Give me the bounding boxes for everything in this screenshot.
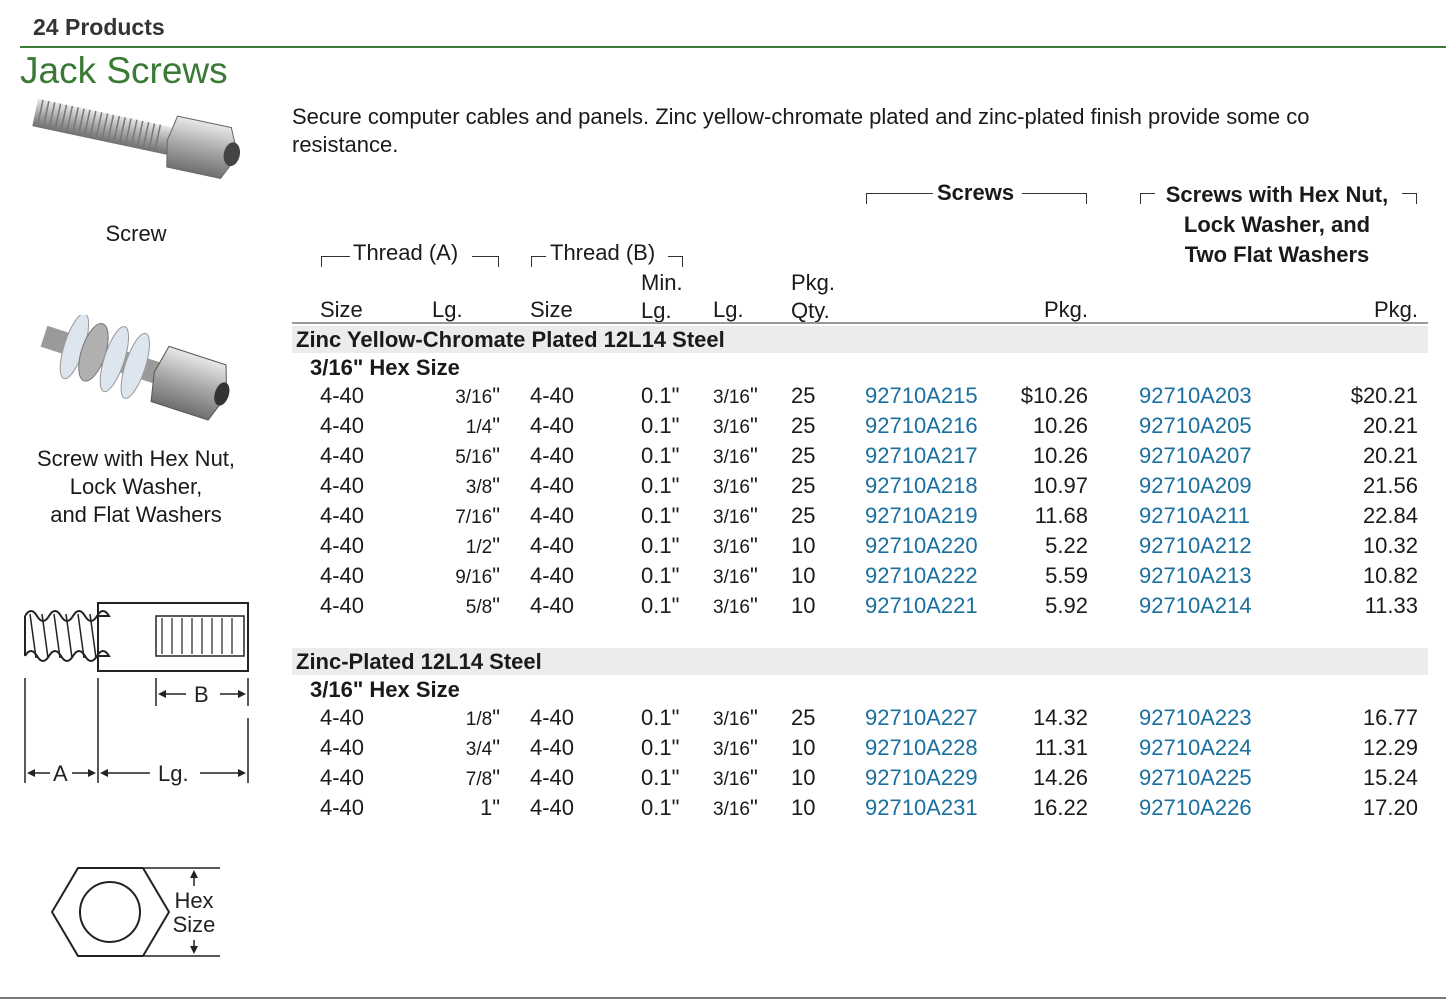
cell-price: $20.21 bbox=[1350, 383, 1418, 408]
cell-thread-size: 4-40 bbox=[320, 795, 365, 820]
inch-mark: " bbox=[492, 383, 500, 408]
table-row bbox=[0, 443, 1446, 473]
header-lg-b: Lg. bbox=[713, 297, 744, 322]
part-number-link[interactable]: 92710A226 bbox=[1139, 795, 1252, 820]
cell-thread-b-length-value: 3/16 bbox=[713, 597, 750, 618]
table-row bbox=[0, 563, 1446, 593]
inch-mark: " bbox=[749, 765, 758, 790]
part-number-link[interactable]: 92710A220 bbox=[865, 533, 978, 558]
inch-mark: " bbox=[492, 795, 500, 820]
cell-thread-b-size: 4-40 bbox=[530, 705, 575, 730]
cell-thread-b-length-value: 3/16 bbox=[713, 709, 750, 730]
cell-thread-size: 4-40 bbox=[320, 503, 365, 528]
cell-thread-b-length bbox=[713, 765, 758, 791]
inch-mark: " bbox=[749, 443, 758, 468]
cell-length bbox=[466, 593, 500, 619]
cell-thread-b-length-value: 3/16 bbox=[713, 387, 750, 408]
inch-mark: " bbox=[749, 593, 758, 618]
part-number-link[interactable]: 92710A219 bbox=[865, 503, 978, 528]
hexnut-caption-line-1: Screw with Hex Nut, bbox=[36, 446, 236, 471]
inch-mark: " bbox=[492, 503, 500, 528]
cell-thread-b-length bbox=[713, 443, 758, 469]
cell-price: 16.77 bbox=[1362, 705, 1418, 730]
section-title: Zinc-Plated 12L14 Steel bbox=[296, 649, 542, 674]
header-size-b: Size bbox=[530, 297, 573, 322]
hex-label-2: Size bbox=[172, 912, 216, 937]
cell-price: 11.31 bbox=[1034, 735, 1088, 760]
inch-mark: " bbox=[492, 593, 500, 618]
table-row bbox=[0, 795, 1446, 825]
cell-pkg-qty: 25 bbox=[791, 473, 816, 498]
inch-mark: " bbox=[749, 413, 758, 438]
cell-length bbox=[455, 443, 500, 469]
section-subtitle: 3/16" Hex Size bbox=[310, 355, 460, 380]
part-number-link[interactable]: 92710A223 bbox=[1139, 705, 1252, 730]
cell-length-value: 3/16 bbox=[455, 387, 493, 408]
table-row bbox=[0, 383, 1446, 413]
cell-length-value: 9/16 bbox=[455, 567, 493, 588]
header-hexnut-line-1: Screws with Hex Nut, bbox=[1165, 182, 1389, 207]
cell-length-value: 1/8 bbox=[465, 709, 493, 730]
cell-price: 10.32 bbox=[1362, 533, 1418, 558]
cell-pkg-qty: 10 bbox=[791, 563, 816, 588]
cell-thread-b-length bbox=[713, 795, 758, 821]
diagram-label-lg: Lg. bbox=[158, 761, 189, 786]
cell-price: 17.20 bbox=[1362, 795, 1418, 820]
part-number-link[interactable]: 92710A228 bbox=[865, 735, 978, 760]
part-number-link[interactable]: 92710A217 bbox=[865, 443, 978, 468]
footer-divider bbox=[0, 997, 1446, 999]
cell-price: 22.84 bbox=[1362, 503, 1418, 528]
cell-pkg-qty: 25 bbox=[791, 705, 816, 730]
screws-bracket-left bbox=[866, 193, 933, 204]
table-row bbox=[0, 593, 1446, 623]
header-hexnut-line-3: Two Flat Washers bbox=[1184, 242, 1370, 267]
thread-b-bracket-left bbox=[531, 256, 546, 267]
part-number-link[interactable]: 92710A211 bbox=[1139, 503, 1250, 528]
part-number-link[interactable]: 92710A229 bbox=[865, 765, 978, 790]
inch-mark: " bbox=[749, 735, 758, 760]
cell-thread-b-length-value: 3/16 bbox=[713, 769, 750, 790]
inch-mark: " bbox=[492, 765, 500, 790]
part-number-link[interactable]: 92710A205 bbox=[1139, 413, 1252, 438]
cell-min-length: 0.1" bbox=[641, 533, 680, 558]
inch-mark: " bbox=[492, 413, 500, 438]
cell-thread-b-length-value: 3/16 bbox=[713, 447, 750, 468]
table-row bbox=[0, 413, 1446, 443]
cell-thread-b-length bbox=[713, 735, 758, 761]
table-row bbox=[0, 765, 1446, 795]
header-pkg-qty bbox=[791, 269, 835, 325]
header-thread-a: Thread (A) bbox=[353, 240, 459, 265]
cell-thread-b-size: 4-40 bbox=[530, 473, 575, 498]
cell-thread-b-size: 4-40 bbox=[530, 443, 575, 468]
page-title: Jack Screws bbox=[20, 50, 228, 91]
cell-length bbox=[466, 735, 500, 761]
cell-min-length: 0.1" bbox=[641, 735, 680, 760]
header-hexnut-pkg: Pkg. bbox=[1373, 297, 1418, 322]
cell-thread-size: 4-40 bbox=[320, 473, 365, 498]
cell-price: 10.26 bbox=[1032, 413, 1088, 438]
screw-image[interactable] bbox=[25, 98, 250, 198]
cell-price: 10.97 bbox=[1032, 473, 1088, 498]
table-row bbox=[0, 503, 1446, 533]
cell-length bbox=[466, 533, 500, 559]
table-row bbox=[0, 473, 1446, 503]
hexnut-caption-line-2: Lock Washer, bbox=[69, 474, 203, 499]
cell-pkg-qty: 10 bbox=[791, 735, 816, 760]
diagram-label-b: B bbox=[194, 682, 209, 707]
cell-thread-size: 4-40 bbox=[320, 533, 365, 558]
cell-length bbox=[455, 503, 500, 529]
cell-thread-size: 4-40 bbox=[320, 443, 365, 468]
cell-length bbox=[455, 383, 500, 409]
section-title: Zinc Yellow-Chromate Plated 12L14 Steel bbox=[296, 327, 725, 352]
cell-length bbox=[480, 795, 500, 821]
cell-thread-size: 4-40 bbox=[320, 593, 365, 618]
hexnut-caption-line-3: and Flat Washers bbox=[50, 502, 222, 527]
cell-pkg-qty: 10 bbox=[791, 533, 816, 558]
cell-length-value: 3/4 bbox=[465, 739, 493, 760]
part-number-link[interactable]: 92710A213 bbox=[1139, 563, 1252, 588]
cell-thread-b-length-value: 3/16 bbox=[713, 799, 750, 820]
cell-thread-b-length-value: 3/16 bbox=[713, 507, 750, 528]
hex-size-diagram[interactable] bbox=[48, 862, 228, 964]
header-screws: Screws bbox=[937, 180, 1015, 205]
inch-mark: " bbox=[492, 735, 500, 760]
hex-label-1: Hex bbox=[174, 888, 214, 913]
header-pkg-qty-line-2: Qty. bbox=[791, 298, 830, 323]
hexnut-bracket-right bbox=[1402, 193, 1417, 204]
header-pkg-qty-line-1: Pkg. bbox=[791, 270, 836, 295]
part-number-link[interactable]: 92710A231 bbox=[865, 795, 978, 820]
cell-thread-size: 4-40 bbox=[320, 563, 365, 588]
diagram-label-a: A bbox=[53, 761, 68, 786]
part-number-link[interactable]: 92710A221 bbox=[865, 593, 978, 618]
header-divider bbox=[20, 46, 1446, 48]
part-number-link[interactable]: 92710A214 bbox=[1139, 593, 1252, 618]
cell-thread-b-length bbox=[713, 593, 758, 619]
table-row bbox=[0, 533, 1446, 563]
cell-thread-b-length bbox=[713, 383, 758, 409]
cell-length-value: 3/8 bbox=[465, 477, 493, 498]
cell-min-length: 0.1" bbox=[641, 413, 680, 438]
cell-min-length: 0.1" bbox=[641, 593, 680, 618]
inch-mark: " bbox=[492, 443, 500, 468]
part-number-link[interactable]: 92710A209 bbox=[1139, 473, 1252, 498]
cell-length-value: 5/16 bbox=[455, 447, 493, 468]
inch-mark: " bbox=[749, 533, 758, 558]
product-count: 24 Products bbox=[33, 14, 165, 40]
cell-length bbox=[466, 413, 500, 439]
cell-thread-b-size: 4-40 bbox=[530, 533, 575, 558]
header-screws-pkg: Pkg. bbox=[1043, 297, 1088, 322]
part-number-link[interactable]: 92710A222 bbox=[865, 563, 978, 588]
cell-price: 14.32 bbox=[1032, 705, 1088, 730]
cell-price: 15.24 bbox=[1362, 765, 1418, 790]
cell-length-value: 1/2 bbox=[465, 537, 493, 558]
cell-price: 10.82 bbox=[1362, 563, 1418, 588]
cell-min-length: 0.1" bbox=[641, 795, 680, 820]
part-number-link[interactable]: 92710A225 bbox=[1139, 765, 1252, 790]
cell-price: 5.92 bbox=[1045, 593, 1088, 618]
cell-thread-b-length bbox=[713, 563, 758, 589]
part-number-link[interactable]: 92710A207 bbox=[1139, 443, 1252, 468]
cell-length bbox=[466, 765, 500, 791]
cell-thread-size: 4-40 bbox=[320, 735, 365, 760]
hexnut-bracket-left bbox=[1140, 193, 1155, 204]
header-size-a: Size bbox=[320, 297, 363, 322]
cell-price: 12.29 bbox=[1362, 735, 1418, 760]
cell-pkg-qty: 10 bbox=[791, 593, 816, 618]
cell-price: 5.22 bbox=[1045, 533, 1088, 558]
cell-thread-b-length-value: 3/16 bbox=[713, 739, 750, 760]
description-line-1: Secure computer cables and panels. Zinc yellow-chromate plated and zinc-plated finish provide some co bbox=[292, 104, 1310, 129]
inch-mark: " bbox=[749, 383, 758, 408]
screws-bracket-right bbox=[1022, 193, 1087, 204]
cell-thread-b-size: 4-40 bbox=[530, 735, 575, 760]
cell-thread-b-size: 4-40 bbox=[530, 795, 575, 820]
cell-price: 14.26 bbox=[1032, 765, 1088, 790]
cell-price: $10.26 bbox=[1020, 383, 1088, 408]
product-description bbox=[292, 103, 1442, 159]
table-header-rule bbox=[292, 322, 1428, 324]
inch-mark: " bbox=[492, 533, 500, 558]
cell-thread-b-length-value: 3/16 bbox=[713, 477, 750, 498]
header-hexnut-line-2: Lock Washer, and bbox=[1183, 212, 1371, 237]
cell-thread-b-length-value: 3/16 bbox=[713, 567, 750, 588]
cell-length-value: 7/8 bbox=[465, 769, 493, 790]
cell-length-value: 5/8 bbox=[465, 597, 493, 618]
part-number-link[interactable]: 92710A215 bbox=[865, 383, 978, 408]
cell-length-value: 7/16 bbox=[455, 507, 493, 528]
table-row bbox=[0, 735, 1446, 765]
inch-mark: " bbox=[492, 563, 500, 588]
cell-length-value: 1/4 bbox=[465, 417, 493, 438]
cell-price: 10.26 bbox=[1032, 443, 1088, 468]
part-number-link[interactable]: 92710A212 bbox=[1139, 533, 1252, 558]
cell-thread-b-length bbox=[713, 533, 758, 559]
cell-pkg-qty: 25 bbox=[791, 503, 816, 528]
thread-a-bracket-right bbox=[472, 256, 499, 267]
cell-price: 20.21 bbox=[1362, 443, 1418, 468]
cell-min-length: 0.1" bbox=[641, 765, 680, 790]
header-hexnut-group bbox=[1158, 180, 1396, 270]
cell-thread-size: 4-40 bbox=[320, 705, 365, 730]
part-number-link[interactable]: 92710A224 bbox=[1139, 735, 1252, 760]
cell-pkg-qty: 25 bbox=[791, 443, 816, 468]
header-lg-a: Lg. bbox=[432, 297, 463, 322]
inch-mark: " bbox=[492, 473, 500, 498]
table-row bbox=[0, 705, 1446, 735]
cell-thread-size: 4-40 bbox=[320, 383, 365, 408]
cell-min-length: 0.1" bbox=[641, 705, 680, 730]
inch-mark: " bbox=[749, 503, 758, 528]
inch-mark: " bbox=[749, 563, 758, 588]
cell-thread-b-size: 4-40 bbox=[530, 593, 575, 618]
header-min-lg bbox=[641, 269, 683, 325]
cell-pkg-qty: 10 bbox=[791, 795, 816, 820]
cell-price: 11.68 bbox=[1034, 503, 1088, 528]
part-number-link[interactable]: 92710A227 bbox=[865, 705, 978, 730]
header-min-lg-line-1: Min. bbox=[641, 270, 683, 295]
cell-price: 20.21 bbox=[1362, 413, 1418, 438]
cell-price: 16.22 bbox=[1032, 795, 1088, 820]
part-number-link[interactable]: 92710A216 bbox=[865, 413, 978, 438]
cell-length bbox=[455, 563, 500, 589]
cell-thread-b-length bbox=[713, 503, 758, 529]
cell-pkg-qty: 10 bbox=[791, 765, 816, 790]
cell-min-length: 0.1" bbox=[641, 503, 680, 528]
cell-pkg-qty: 25 bbox=[791, 383, 816, 408]
cell-min-length: 0.1" bbox=[641, 563, 680, 588]
inch-mark: " bbox=[749, 795, 758, 820]
cell-thread-size: 4-40 bbox=[320, 765, 365, 790]
cell-length bbox=[466, 473, 500, 499]
cell-price: 5.59 bbox=[1045, 563, 1088, 588]
cell-thread-b-size: 4-40 bbox=[530, 765, 575, 790]
cell-thread-b-size: 4-40 bbox=[530, 563, 575, 588]
cell-thread-b-length-value: 3/16 bbox=[713, 537, 750, 558]
inch-mark: " bbox=[492, 705, 500, 730]
cell-thread-b-length-value: 3/16 bbox=[713, 417, 750, 438]
cell-thread-b-size: 4-40 bbox=[530, 383, 575, 408]
screw-caption: Screw bbox=[105, 221, 167, 246]
description-line-2: resistance. bbox=[292, 132, 399, 157]
section-subtitle: 3/16" Hex Size bbox=[310, 677, 460, 702]
cell-min-length: 0.1" bbox=[641, 473, 680, 498]
cell-min-length: 0.1" bbox=[641, 443, 680, 468]
cell-price: 11.33 bbox=[1364, 593, 1418, 618]
cell-min-length: 0.1" bbox=[641, 383, 680, 408]
part-number-link[interactable]: 92710A218 bbox=[865, 473, 978, 498]
cell-thread-b-size: 4-40 bbox=[530, 413, 575, 438]
inch-mark: " bbox=[749, 705, 758, 730]
cell-thread-b-size: 4-40 bbox=[530, 503, 575, 528]
header-thread-b: Thread (B) bbox=[550, 240, 656, 265]
cell-thread-b-length bbox=[713, 705, 758, 731]
inch-mark: " bbox=[749, 473, 758, 498]
thread-a-bracket-left bbox=[321, 256, 350, 267]
thread-b-bracket-right bbox=[668, 256, 683, 267]
cell-price: 21.56 bbox=[1362, 473, 1418, 498]
cell-pkg-qty: 25 bbox=[791, 413, 816, 438]
header-min-lg-line-2: Lg. bbox=[641, 298, 672, 323]
cell-length-value: 1 bbox=[479, 795, 493, 820]
cell-thread-b-length bbox=[713, 473, 758, 499]
cell-thread-size: 4-40 bbox=[320, 413, 365, 438]
cell-thread-b-length bbox=[713, 413, 758, 439]
part-number-link[interactable]: 92710A203 bbox=[1139, 383, 1252, 408]
cell-length bbox=[466, 705, 500, 731]
